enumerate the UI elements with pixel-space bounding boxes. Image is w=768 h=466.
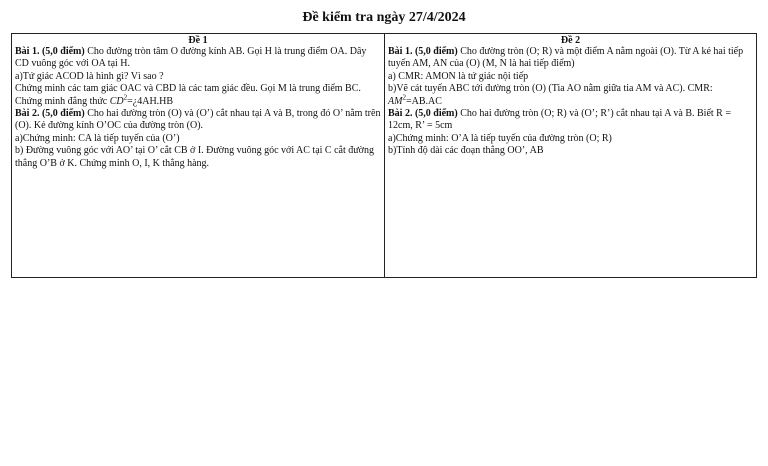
- exam-1-problem-2-part-a: a)Chứng minh: CA là tiếp tuyến của (O’): [15, 132, 180, 144]
- exam-2-math-am: AM: [388, 95, 403, 107]
- exam-1-problem-2-label: Bài 2. (5,0 điểm): [15, 108, 85, 120]
- exam-2-problem-1-points: . (5,0 điểm): [409, 46, 458, 57]
- exam-2-problem-2: [388, 108, 753, 133]
- exam-table: [11, 33, 757, 278]
- exam-1-problem-1-label: Bài 1. (5,0 điểm): [15, 46, 85, 57]
- exam-2-problem-2-part-a: a)Chứng minh: O’A là tiếp tuyến của đường tròn (O; R): [388, 132, 612, 144]
- exam-1-problem-2: [15, 108, 381, 133]
- exam-2-problem-1-intro: Cho đường tròn (O; R) và một điểm A nằm ngoài (O). Từ A kẻ hai tiếp tuyến AM, AN của (O) (M, N là hai tiếp điểm): [388, 46, 744, 70]
- exam-1-problem-1-part-a: a)Tứ giác ACOD là hình gì? Vì sao ?: [15, 70, 164, 82]
- exam-1-problem-1: [15, 46, 381, 71]
- exam-2-math-square: 2: [402, 93, 406, 102]
- exam-2-problem-2-label: Bài 2. (5,0 điểm): [388, 108, 458, 120]
- exam-1-problem-1-intro: Cho đường tròn tâm O đường kính AB. Gọi H là trung điểm OA. Dây CD vuông góc với OA tại H.: [15, 46, 367, 70]
- exam-1-problem-1-part-b-text: Chứng minh các tam giác OAC và CBD là các tam giác đều. Gọi M là trung điểm BC. Chứng minh đẳng thức: [15, 83, 361, 107]
- exam-2-heading: Đề 2: [560, 35, 581, 46]
- page-title: Đề kiểm tra ngày 27/4/2024: [302, 10, 466, 25]
- exam-2-problem-2-part-b: b)Tính độ dài các đoạn thẳng OO’, AB: [388, 145, 544, 157]
- exam-2-problem-1-part-b-formula: [388, 93, 753, 108]
- exam-1-problem-2-intro: Cho hai đường tròn (O) và (O’) cắt nhau tại A và B, trong đó O’ nằm trên (O). Kẻ đường kính O’OC của đường tròn (O).: [15, 108, 381, 132]
- exam-2-problem-1-part-b: b)Vẽ cát tuyến ABC tới đường tròn (O) (Tia AO nằm giữa tia AM và AC). CMR:: [388, 83, 713, 95]
- exam-2-column: [385, 34, 756, 277]
- exam-1-math-square: 2: [123, 93, 128, 102]
- exam-2-math-rest: =AB.AC: [405, 95, 442, 107]
- exam-2-problem-1: [388, 46, 753, 71]
- exam-1-problem-2-part-b: b) Đường vuông góc với AO’ tại O’ cắt CB ở I. Đường vuông góc với AC tại C cắt đường thẳng O’B ở K. Chứng minh O, I, K thẳng hàng.: [15, 145, 374, 169]
- exam-1-math-cd: CD: [109, 95, 124, 107]
- exam-1-heading: Đề 1: [188, 35, 208, 46]
- exam-2-problem-2-intro: Cho hai đường tròn (O; R) và (O’; R’) cắt nhau tại A và B. Biết R = 12cm, R’ = 5cm: [388, 108, 731, 132]
- exam-1-problem-1-part-b: [15, 83, 381, 108]
- exam-1-column: [12, 34, 385, 277]
- exam-2-problem-1-part-a: a) CMR: AMON là tứ giác nội tiếp: [388, 70, 529, 82]
- exam-1-math-rest: =¿4AH.HB: [127, 95, 174, 107]
- exam-2-problem-1-label: Bài 1: [388, 46, 410, 57]
